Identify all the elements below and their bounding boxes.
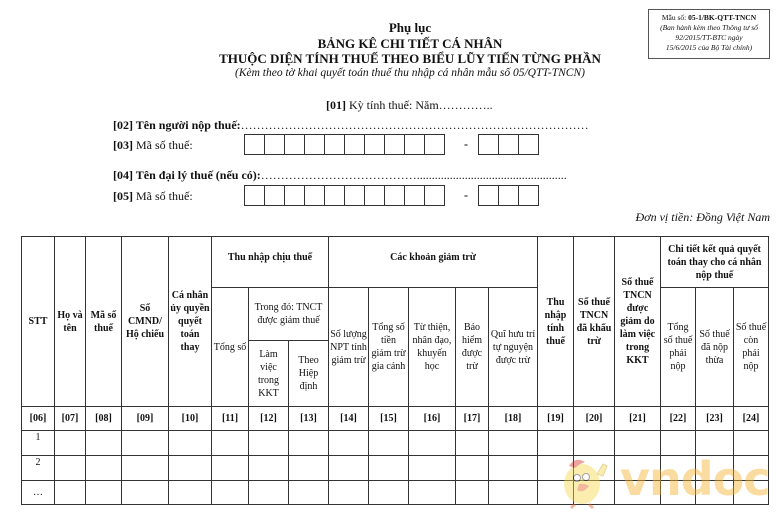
row-number: 1 — [22, 431, 55, 456]
agent-tax-code-dash: - — [464, 188, 468, 202]
code-cell: [06] — [22, 407, 55, 431]
code-cell: [07] — [55, 407, 86, 431]
code-row — [22, 407, 769, 431]
row-number: 2 — [22, 456, 55, 481]
cell[interactable] — [249, 456, 289, 481]
col-dependents: Số lượng NPT tính giảm trừ — [329, 288, 369, 407]
field-dots: …………………………………………………………………………… — [240, 118, 589, 132]
code-cell: [11] — [212, 407, 249, 431]
cell[interactable] — [456, 456, 489, 481]
cell[interactable] — [249, 431, 289, 456]
col-stt: STT — [22, 237, 55, 407]
field-label: Mã số thuế: — [133, 189, 193, 203]
cell[interactable] — [86, 456, 122, 481]
group-deductions: Các khoản giảm trừ — [329, 237, 538, 288]
tax-period-field[interactable] — [326, 98, 493, 112]
cell[interactable] — [122, 431, 169, 456]
chick-mascot-icon — [555, 450, 615, 510]
tax-code-label — [113, 138, 193, 152]
cell[interactable] — [55, 481, 86, 505]
cell[interactable] — [489, 481, 538, 505]
col-authorized: Cá nhân ủy quyền quyết toán thay — [169, 237, 212, 407]
col-insurance: Bảo hiểm được trừ — [456, 288, 489, 407]
cell[interactable] — [409, 481, 456, 505]
code-cell: [21] — [615, 407, 661, 431]
title-block — [180, 20, 640, 81]
cell[interactable] — [456, 431, 489, 456]
field-code: [03] — [113, 138, 133, 152]
cell[interactable] — [289, 431, 329, 456]
col-charity: Từ thiện, nhân đạo, khuyến học — [409, 288, 456, 407]
form-code-note-2: 92/2015/TT-BTC ngày — [675, 33, 743, 42]
code-cell: [12] — [249, 407, 289, 431]
cell[interactable] — [409, 456, 456, 481]
field-dots: ………………………………….................................................. — [260, 168, 567, 182]
field-label: Kỳ tính thuế: Năm………….. — [346, 98, 493, 112]
cell[interactable] — [249, 481, 289, 505]
cell[interactable] — [212, 481, 249, 505]
field-label: [02] Tên người nộp thuế: — [113, 118, 241, 132]
code-cell: [08] — [86, 407, 122, 431]
cell[interactable] — [329, 481, 369, 505]
cell[interactable] — [169, 431, 212, 456]
code-cell: [19] — [538, 407, 574, 431]
watermark — [555, 450, 775, 510]
cell[interactable] — [289, 481, 329, 505]
title-line-2: THUỘC DIỆN TÍNH THUẾ THEO BIỂU LŨY TIẾN TỪNG PHẦN — [219, 51, 601, 66]
code-cell: [17] — [456, 407, 489, 431]
field-code: [05] — [113, 189, 133, 203]
cell[interactable] — [369, 481, 409, 505]
row-number: … — [22, 481, 55, 505]
cell[interactable] — [55, 431, 86, 456]
agent-tax-code-label — [113, 189, 193, 203]
form-code-note-3: 15/6/2015 của Bộ Tài chính) — [665, 43, 753, 52]
tax-code-boxes[interactable] — [245, 134, 445, 155]
form-code-label: Mẫu số: — [661, 13, 689, 22]
col-assessable-income: Thu nhập tính thuế — [538, 237, 574, 407]
col-remaining-tax: Số thuế còn phải nộp — [734, 288, 769, 407]
field-label: [04] Tên đại lý thuế (nếu có): — [113, 168, 261, 182]
cell[interactable] — [329, 431, 369, 456]
code-cell: [13] — [289, 407, 329, 431]
cell[interactable] — [289, 456, 329, 481]
cell[interactable] — [122, 481, 169, 505]
field-code: [01] — [326, 98, 346, 112]
code-cell: [23] — [696, 407, 734, 431]
cell[interactable] — [489, 456, 538, 481]
subtitle: (Kèm theo tờ khai quyết toán thuế thu nhập cá nhân mẫu số 05/QTT-TNCN) — [235, 67, 585, 79]
cell[interactable] — [329, 456, 369, 481]
cell[interactable] — [369, 456, 409, 481]
code-cell: [10] — [169, 407, 212, 431]
watermark-text: vndoc — [620, 452, 770, 506]
code-cell: [22] — [661, 407, 696, 431]
code-cell: [18] — [489, 407, 538, 431]
taxpayer-name-field[interactable] — [113, 118, 589, 132]
cell[interactable] — [489, 431, 538, 456]
code-cell: [16] — [409, 407, 456, 431]
agent-tax-code-boxes[interactable] — [245, 185, 445, 206]
code-cell: [24] — [734, 407, 769, 431]
tax-code-branch-boxes[interactable] — [479, 134, 539, 155]
agent-name-field[interactable] — [113, 168, 567, 182]
col-total-income: Tổng số — [212, 288, 249, 407]
col-pension-fund: Quĩ hưu trí tự nguyện được trừ — [489, 288, 538, 407]
cell[interactable] — [369, 431, 409, 456]
col-id-number: Số CMND/ Hộ chiếu — [122, 237, 169, 407]
col-total-tax-payable: Tổng số thuế phải nộp — [661, 288, 696, 407]
cell[interactable] — [169, 456, 212, 481]
cell[interactable] — [122, 456, 169, 481]
cell[interactable] — [86, 481, 122, 505]
code-cell: [09] — [122, 407, 169, 431]
form-code-box — [648, 9, 770, 59]
cell[interactable] — [212, 456, 249, 481]
col-tax-reduced: Số thuế TNCN được giảm do làm việc trong KKT — [615, 237, 661, 407]
col-agreement: Theo Hiệp định — [289, 341, 329, 407]
form-code: 05-1/BK-QTT-TNCN — [688, 13, 757, 22]
agent-tax-code-branch-boxes[interactable] — [479, 185, 539, 206]
cell[interactable] — [169, 481, 212, 505]
col-economic-zone: Làm việc trong KKT — [249, 341, 289, 407]
tax-code-dash: - — [464, 137, 468, 151]
col-full-name: Họ và tên — [55, 237, 86, 407]
group-settlement-detail: Chi tiết kết quả quyết toán thay cho cá nhân nộp thuế — [661, 237, 769, 288]
cell[interactable] — [409, 431, 456, 456]
code-cell: [15] — [369, 407, 409, 431]
col-overpaid-tax: Số thuế đã nộp thừa — [696, 288, 734, 407]
cell[interactable] — [86, 431, 122, 456]
code-cell: [20] — [574, 407, 615, 431]
cell[interactable] — [456, 481, 489, 505]
cell[interactable] — [55, 456, 86, 481]
col-family-deduction: Tổng số tiền giảm trừ gia cảnh — [369, 288, 409, 407]
field-label: Mã số thuế: — [133, 138, 193, 152]
group-reduced-income: Trong đó: TNCT được giảm thuế — [249, 288, 329, 341]
currency-unit: Đơn vị tiền: Đồng Việt Nam — [635, 210, 770, 224]
col-tax-withheld: Số thuế TNCN đã khấu trừ — [574, 237, 615, 407]
col-tax-code: Mã số thuế — [86, 237, 122, 407]
form-code-note-1: (Ban hành kèm theo Thông tư số — [660, 23, 758, 32]
cell[interactable] — [212, 431, 249, 456]
code-cell: [14] — [329, 407, 369, 431]
title-line-1: BẢNG KÊ CHI TIẾT CÁ NHÂN — [317, 36, 503, 51]
appendix-label: Phụ lục — [388, 20, 432, 35]
group-taxable-income: Thu nhập chịu thuế — [212, 237, 329, 288]
